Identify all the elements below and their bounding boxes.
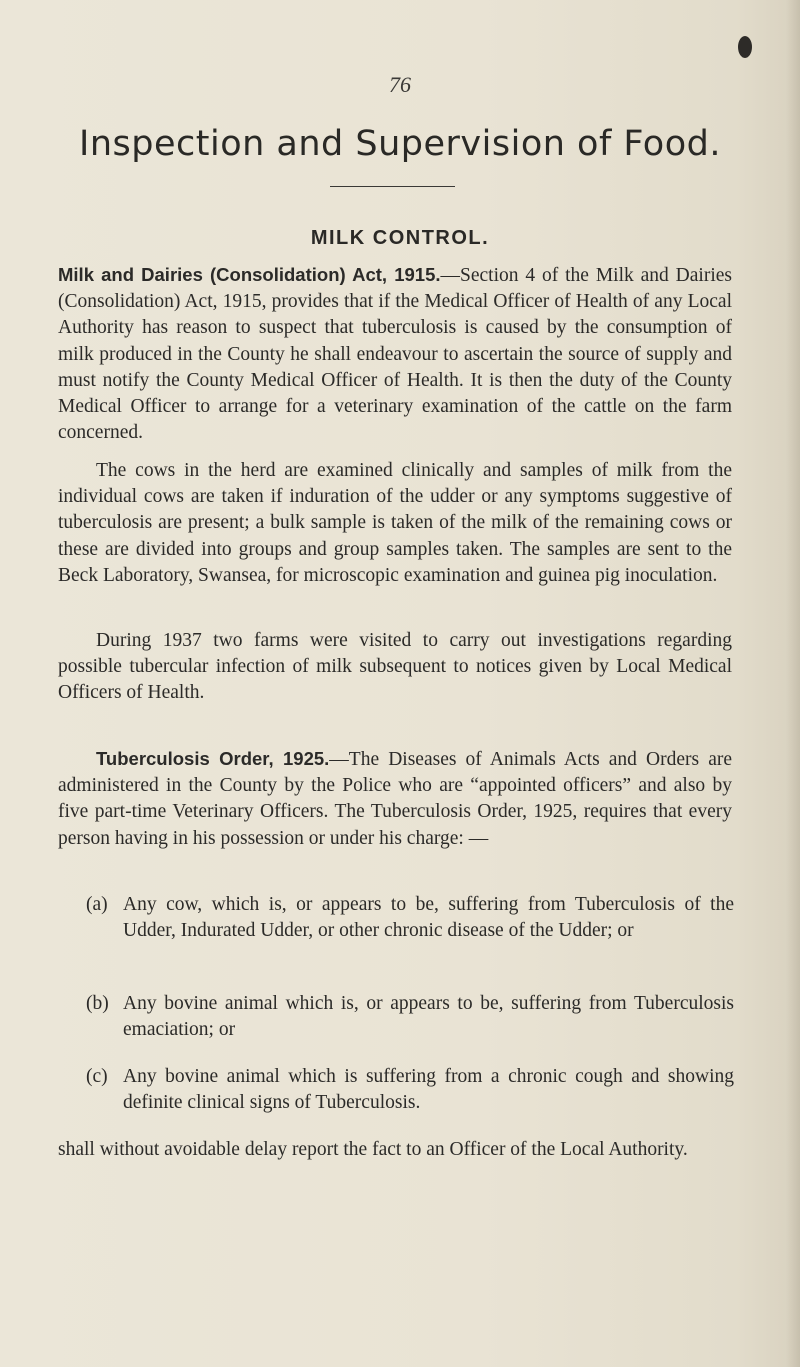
paragraph-text: During 1937 two farms were visited to carry out investigations regarding possible tubercular infection of milk subsequent to notices given by Local Medical Officers of Health. — [58, 630, 732, 704]
closing-paragraph — [58, 1137, 732, 1163]
paragraph-milk-dairies-act — [58, 262, 732, 446]
list-item-marker: (c) — [86, 1066, 108, 1087]
paragraph-herd-examination — [58, 458, 732, 589]
paragraph-lead: Tuberculosis Order, 1925. — [96, 748, 330, 769]
paragraph-farms-visited — [58, 628, 732, 707]
paragraph-text: The cows in the herd are examined clinically and samples of milk from the individual cows are taken if induration of the udder or any symptoms suggestive of tuberculosis are present; a bulk sample is taken of the milk of the remaining cows or these are divided into groups and group samples taken. The samples are sent to the Beck Laboratory, Swansea, for microscopic examination and guinea pig inoculation. — [58, 460, 732, 586]
list-item-b — [86, 991, 734, 1043]
list-item-marker: (a) — [86, 894, 108, 915]
paragraph-text: —Section 4 of the Milk and Dairies (Consolidation) Act, 1915, provides that if the Medical Officer of Health of any Local Authority has reason to suspect that tuberculosis is caused by the consumption of milk produced in the County he shall endeavour to ascertain the source of supply and must notify the County Medical Officer of Health. It is then the duty of the County Medical Officer to arrange for a veterinary examination of the cattle on the farm concerned. — [58, 265, 732, 444]
page-edge-shadow — [786, 0, 800, 1367]
list-item-marker: (b) — [86, 993, 109, 1014]
list-item-text: Any bovine animal which is, or appears to be, suffering from Tuberculosis emaciation; or — [123, 993, 734, 1041]
paragraph-tuberculosis-order — [58, 746, 732, 852]
page-title: Inspection and Supervision of Food. — [79, 124, 721, 164]
ink-blot — [738, 36, 752, 58]
page-number: 76 — [389, 72, 411, 97]
list-item-text: Any cow, which is, or appears to be, suffering from Tuberculosis of the Udder, Indurated Udder, or other chronic disease of the Udder; or — [123, 894, 734, 942]
list-item-a — [86, 892, 734, 944]
section-heading: MILK CONTROL. — [310, 227, 490, 249]
title-divider — [330, 186, 455, 187]
list-item-c — [86, 1064, 734, 1116]
paragraph-text: —The Diseases of Animals Acts and Orders are administered in the County by the Police who are “appointed officers” and also by five part-time Veterinary Officers. The Tuberculosis Order, 1925, requires that every person having in his possession or under his charge: — — [58, 749, 732, 849]
paragraph-lead: Milk and Dairies (Consolidation) Act, 1915. — [58, 264, 441, 285]
paragraph-text: shall without avoidable delay report the fact to an Officer of the Local Authority. — [58, 1139, 688, 1160]
list-item-text: Any bovine animal which is suffering from a chronic cough and showing definite clinical signs of Tuberculosis. — [123, 1066, 734, 1114]
